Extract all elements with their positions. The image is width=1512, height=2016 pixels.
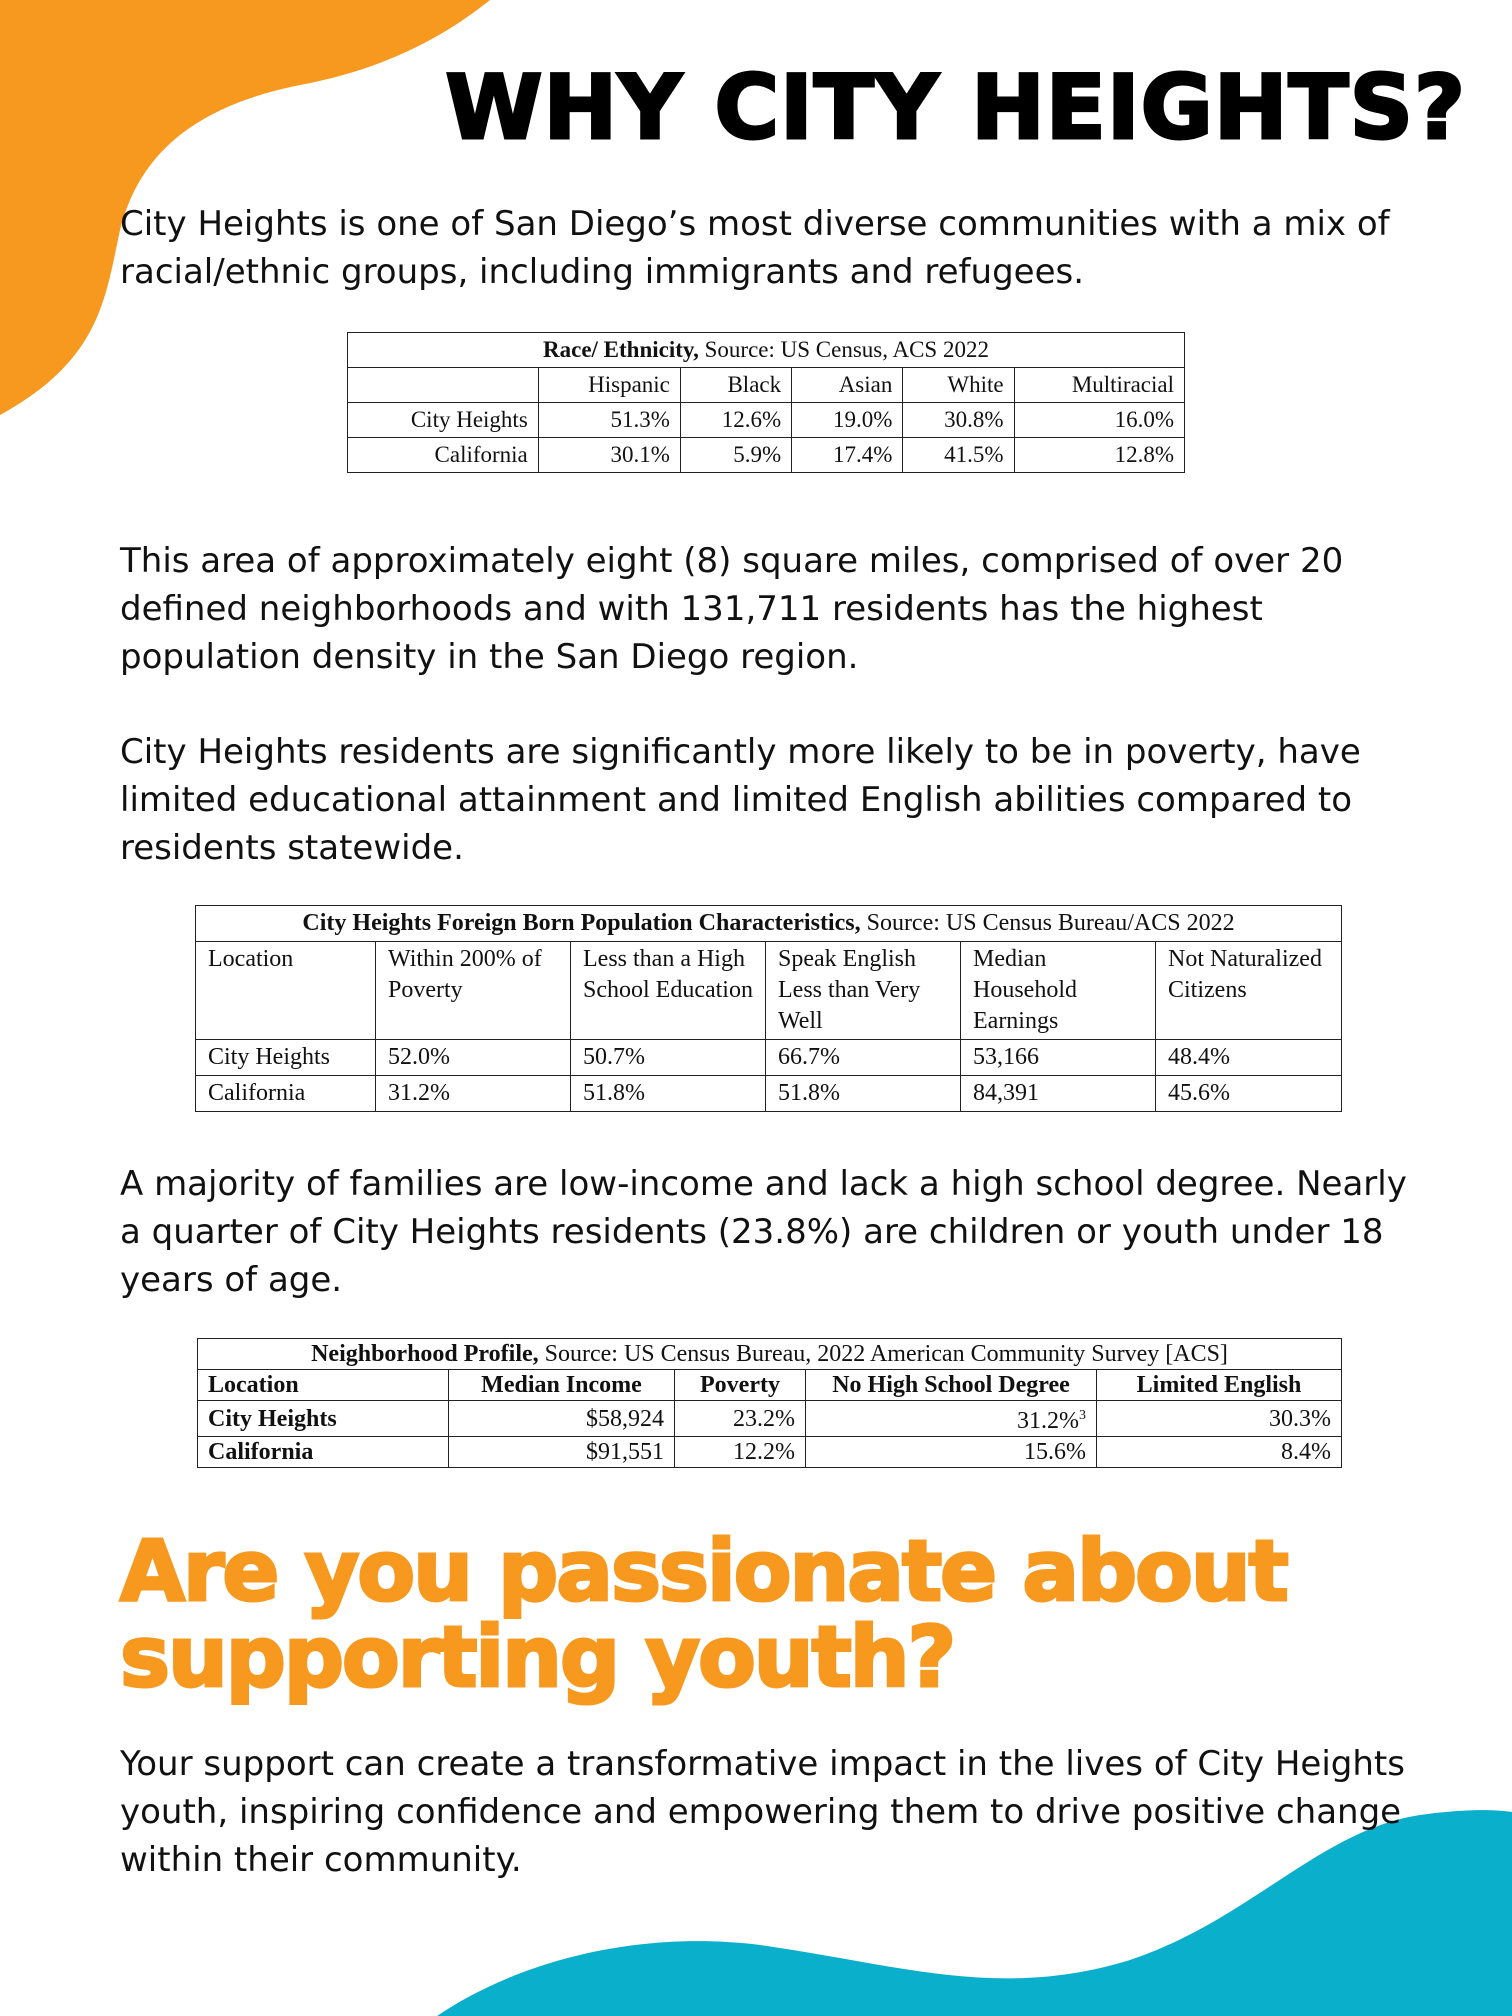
table-caption: Neighborhood Profile, Source: US Census Bureau, 2022 American Community Survey [ACS] — [198, 1339, 1342, 1370]
table-row: California 30.1% 5.9% 17.4% 41.5% 12.8% — [348, 438, 1185, 473]
families-paragraph: A majority of families are low-income and lack a high school degree. Nearly a quarter of City Heights residents (23.8%) are children or youth under 18 years of age. — [120, 1164, 1407, 1300]
table-header-row: Location Median Income Poverty No High School Degree Limited English — [198, 1370, 1342, 1401]
support-paragraph: Your support can create a transformative impact in the lives of City Heights youth, inspiring confidence and empowering them to drive positive change within their community. — [120, 1744, 1405, 1880]
neighborhood-profile-table — [197, 1338, 1342, 1468]
area-paragraph: This area of approximately eight (8) square miles, comprised of over 20 defined neighborhoods and with 131,711 residents has the highest population density in the San Diego region. — [120, 541, 1344, 677]
table-caption: Race/ Ethnicity, Source: US Census, ACS 2022 — [348, 333, 1185, 368]
table-caption: City Heights Foreign Born Population Characteristics, Source: US Census Bureau/ACS 2022 — [196, 906, 1342, 942]
table-row: City Heights $58,924 23.2% 31.2%$^3$ 30.3% — [198, 1401, 1342, 1437]
page-title: WHY CITY HEIGHTS? — [445, 56, 1466, 159]
footnote-mark: 3 — [1079, 1408, 1086, 1423]
race-ethnicity-table — [347, 332, 1185, 473]
intro-paragraph: City Heights is one of San Diego’s most diverse communities with a mix of racial/ethnic groups, including immigrants and refugees. — [120, 204, 1390, 292]
table-row: City Heights 51.3% 12.6% 19.0% 30.8% 16.0% — [348, 403, 1185, 438]
table-row: City Heights 52.0% 50.7% 66.7% 53,166 48.4% — [196, 1040, 1342, 1076]
table-header-row: Location Within 200% of Poverty Less than a High School Education Speak English Less than Very Well Median Household Earnings Not Naturalized Citizens — [196, 942, 1342, 1040]
table-header-row: Hispanic Black Asian White Multiracial — [348, 368, 1185, 403]
call-to-action-heading: Are you passionate about supporting youth? — [120, 1522, 1287, 1706]
table-row: California 31.2% 51.8% 51.8% 84,391 45.6% — [196, 1076, 1342, 1112]
table-row: California $91,551 12.2% 15.6% 8.4% — [198, 1437, 1342, 1468]
foreign-born-table — [195, 905, 1342, 1112]
poverty-paragraph: City Heights residents are significantly more likely to be in poverty, have limited educational attainment and limited English abilities compared to residents statewide. — [120, 732, 1361, 868]
